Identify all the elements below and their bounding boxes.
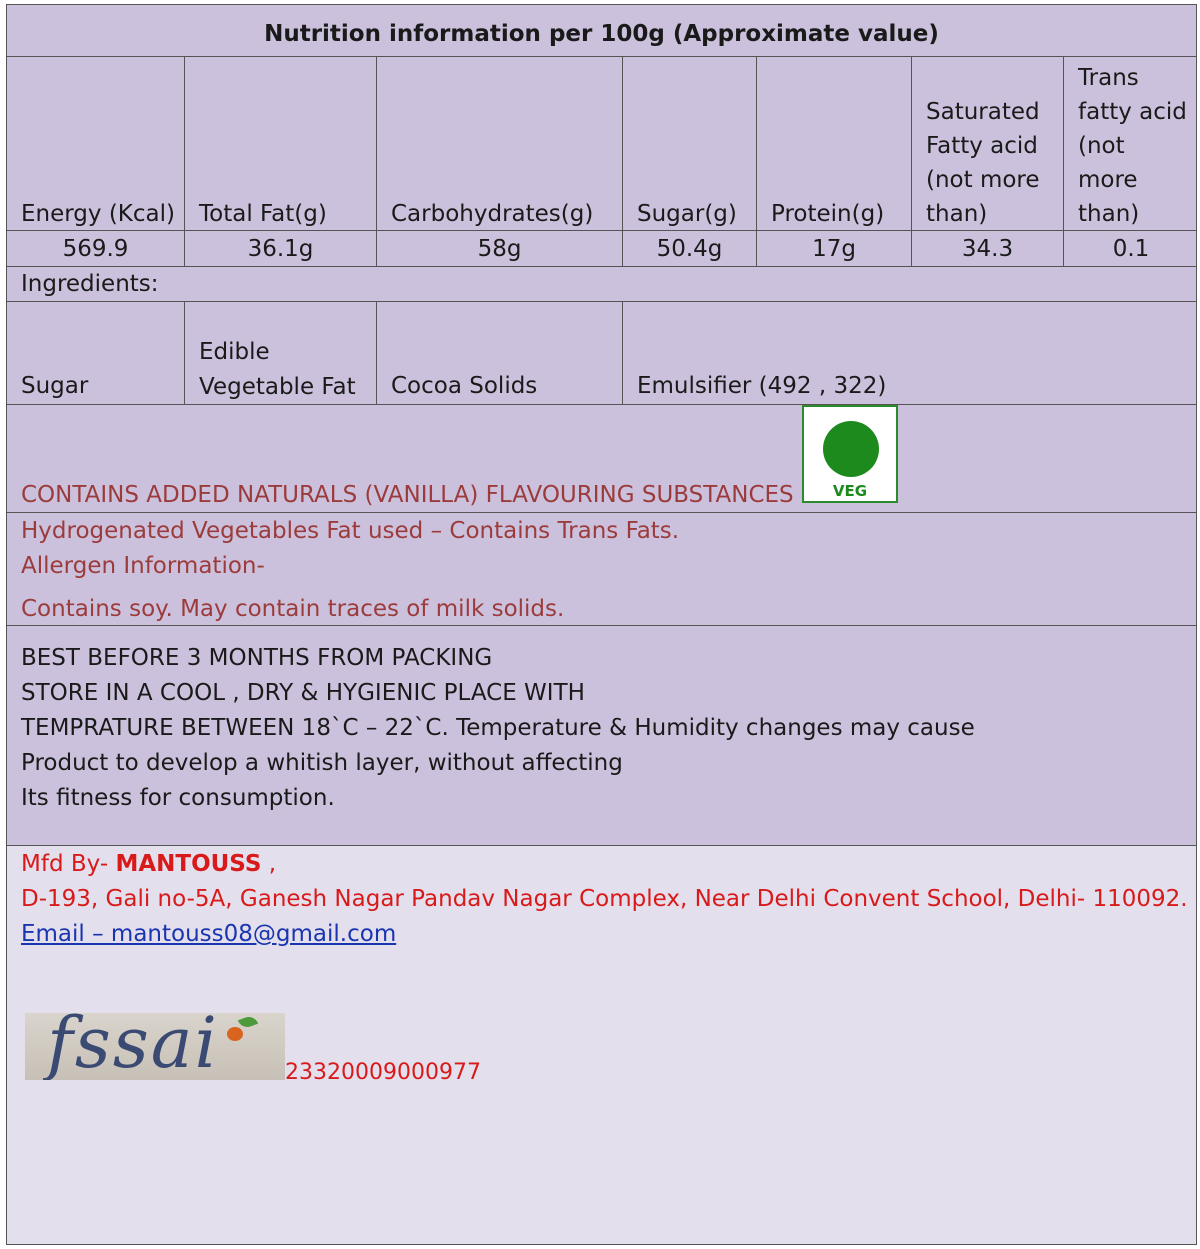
- header-sugar: [623, 61, 756, 231]
- header-text: Carbohydrates(g): [391, 201, 594, 227]
- header-total-fat: [185, 61, 376, 231]
- divider: [7, 404, 1196, 405]
- ingredient-text: Sugar: [21, 373, 89, 399]
- ingredient-text: Emulsifier (492 , 322): [637, 373, 887, 399]
- value-energy: 569.9: [62, 236, 129, 262]
- allergen-heading: Allergen Information-: [21, 553, 265, 579]
- header-text: fatty acid: [1078, 99, 1187, 125]
- manufacturer-name: MANTOUSS: [115, 851, 262, 877]
- fssai-license: 23320009000977: [285, 1060, 481, 1085]
- divider: [7, 301, 1196, 302]
- fssai-logo: [25, 1013, 285, 1080]
- fssai-dot-icon: [227, 1027, 243, 1041]
- storage-line: BEST BEFORE 3 MONTHS FROM PACKING: [21, 645, 493, 671]
- email-link[interactable]: Email – mantouss08@gmail.com: [21, 921, 397, 947]
- header-protein: [757, 61, 911, 231]
- trans-fat-warning: Hydrogenated Vegetables Fat used – Contains Trans Fats.: [21, 518, 680, 544]
- divider: [7, 845, 1196, 846]
- value-sugar: 50.4g: [656, 236, 723, 262]
- ingredient-text: Cocoa Solids: [391, 373, 538, 399]
- allergen-text: Contains soy. May contain traces of milk solids.: [21, 596, 565, 622]
- header-text: than): [926, 201, 988, 227]
- value-total-fat: 36.1g: [247, 236, 314, 262]
- divider: [7, 56, 1196, 57]
- header-carbohydrates: [377, 61, 622, 231]
- header-text: (not: [1078, 133, 1125, 159]
- manufacturer-address: D-193, Gali no-5A, Ganesh Nagar Pandav Nagar Complex, Near Delhi Convent School, Delhi- 110092.: [21, 886, 1188, 912]
- nutrition-title: Nutrition information per 100g (Approximate value): [264, 21, 939, 47]
- value-trans-fat: 0.1: [1112, 236, 1150, 262]
- flavour-note: CONTAINS ADDED NATURALS (VANILLA) FLAVOURING SUBSTANCES: [21, 482, 794, 508]
- header-trans-fat: [1064, 61, 1197, 231]
- value-saturated-fat: 34.3: [961, 236, 1014, 262]
- ingredient-cocoa: [391, 369, 537, 404]
- header-text: Sugar(g): [637, 201, 737, 227]
- storage-line: Its fitness for consumption.: [21, 785, 335, 811]
- column-divider: [376, 301, 377, 405]
- header-saturated-fat: [912, 61, 1063, 231]
- header-text: more: [1078, 167, 1138, 193]
- fssai-leaf-icon: [238, 1014, 258, 1030]
- header-text: Protein(g): [771, 201, 885, 227]
- ingredient-emulsifier: [637, 369, 886, 404]
- nutrition-label: [6, 4, 1197, 1245]
- value-carbohydrates: 58g: [477, 236, 522, 262]
- storage-line: Product to develop a whitish layer, without affecting: [21, 750, 623, 776]
- ingredient-text: Edible: [199, 339, 270, 365]
- storage-line: TEMPRATURE BETWEEN 18`C – 22`C. Temperature & Humidity changes may cause: [21, 715, 975, 741]
- header-energy: [7, 61, 184, 231]
- ingredient-edible-fat: [199, 335, 356, 405]
- header-text: Total Fat(g): [199, 201, 327, 227]
- mfd-prefix: Mfd By-: [21, 851, 116, 877]
- column-divider: [184, 301, 185, 405]
- value-protein: 17g: [812, 236, 856, 262]
- header-text: (not more: [926, 167, 1040, 193]
- header-text: Fatty acid: [926, 133, 1038, 159]
- mfd-suffix: ,: [261, 851, 277, 877]
- header-text: Saturated: [926, 99, 1040, 125]
- veg-mark: [802, 405, 898, 503]
- header-text: Trans: [1078, 65, 1139, 91]
- column-divider: [622, 301, 623, 405]
- ingredients-label: Ingredients:: [21, 271, 159, 297]
- storage-line: STORE IN A COOL , DRY & HYGIENIC PLACE WITH: [21, 680, 585, 706]
- header-text: than): [1078, 201, 1140, 227]
- fssai-logo-text: fssai: [47, 1013, 219, 1080]
- header-text: Energy (Kcal): [21, 201, 175, 227]
- veg-label: VEG: [832, 482, 868, 500]
- ingredient-text: Vegetable Fat: [199, 374, 356, 400]
- veg-dot-icon: [823, 421, 879, 477]
- ingredient-sugar: [21, 369, 88, 404]
- manufacturer-line: [21, 847, 276, 882]
